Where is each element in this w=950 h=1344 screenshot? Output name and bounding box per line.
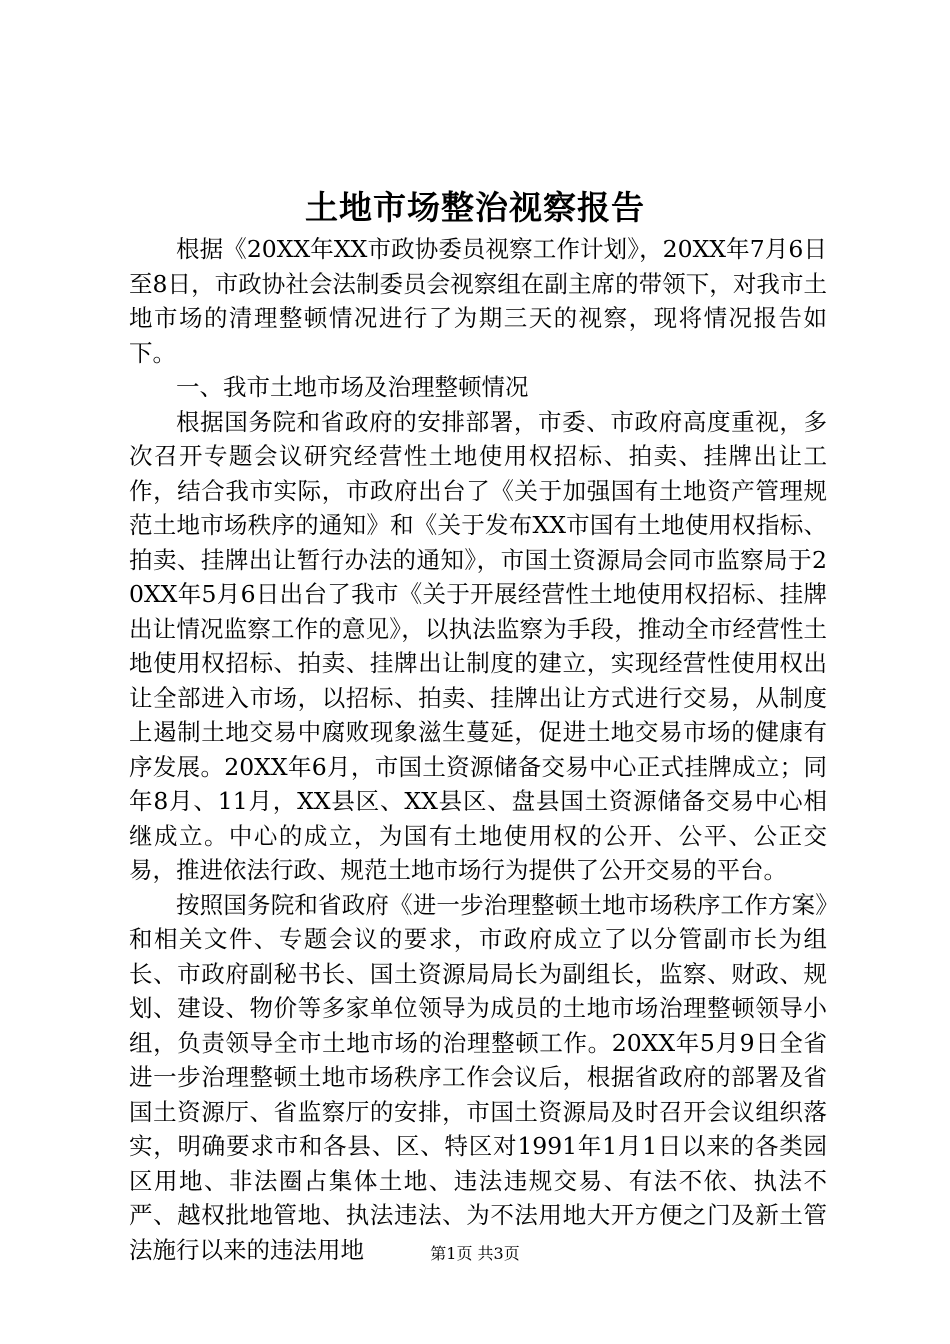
document-title: 土地市场整治视察报告 (305, 188, 645, 227)
paragraph-intro: 根据《20XX年XX市政协委员视察工作计划》，20XX年7月6日至8日，市政协社会法制委员会视察组在副主席的带领下，对我市土地市场的清理整顿情况进行了为期三天的视察，现将情况报告如下。 (129, 235, 827, 367)
document-body (129, 232, 827, 1267)
page-footer: 第1页 共3页 (430, 1244, 520, 1263)
paragraph-market-overview: 根据国务院和省政府的安排部署，市委、市政府高度重视，多次召开专题会议研究经营性土地使用权招标、拍卖、挂牌出让工作，结合我市实际，市政府出台了《关于加强国有土地资产管理规范土地市场秩序的通知》和《关于发布XX市国有土地使用权指标、拍卖、挂牌出让暂行办法的通知》，市国土资源局会同市监察局于20XX年5月6日出台了我市《关于开展经营性土地使用权招标、挂牌出让情况监察工作的意见》，以执法监察为手段，推动全市经营性土地使用权招标、拍卖、挂牌出让制度的建立，实现经营性使用权出让全部进入市场，以招标、拍卖、挂牌出让方式进行交易，从制度上遏制土地交易中腐败现象滋生蔓延，促进土地交易市场的健康有序发展。20XX年6月，市国土资源储备交易中心正式挂牌成立；同年8月、11月，XX县区、XX县区、盘县国土资源储备交易中心相继成立。中心的成立，为国有土地使用权的公开、公平、公正交易，推进依法行政、规范土地市场行为提供了公开交易的平台。 (129, 407, 827, 884)
section-heading: 一、我市土地市场及治理整顿情况 (176, 373, 529, 401)
paragraph-rectification: 按照国务院和省政府《进一步治理整顿土地市场秩序工作方案》和相关文件、专题会议的要求，市政府成立了以分管副市长为组长、市政府副秘书长、国土资源局局长为副组长，监察、财政、规划、建设、物价等多家单位领导为成员的土地市场治理整顿领导小组，负责领导全市土地市场的治理整顿工作。20XX年5月9日全省进一步治理整顿土地市场秩序工作会议后，根据省政府的部署及省国土资源厅、省监察厅的安排，市国土资源局及时召开会议组织落实，明确要求市和各县、区、特区对1991年1月1日以来的各类园区用地、非法圈占集体土地、违法违规交易、有法不依、执法不严、越权批地管地、执法违法、为不法用地大开方便之门及新土管法施行以来的违法用地 (129, 890, 827, 1264)
